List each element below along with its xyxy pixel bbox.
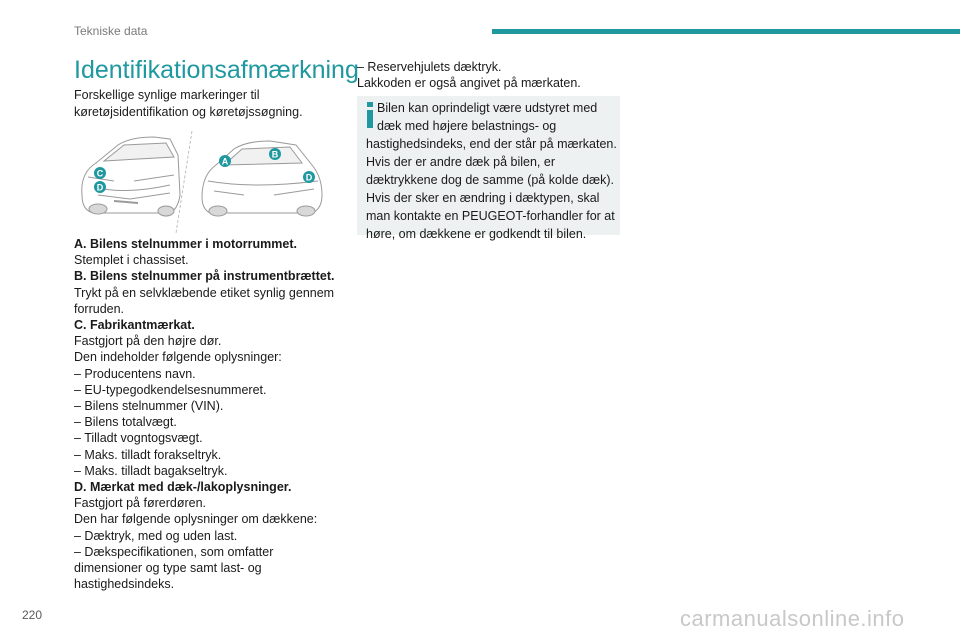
note-line: Hvis der sker en ændring i dæktypen, skal [366, 191, 600, 205]
body-line: Den indeholder følgende oplysninger: [74, 350, 282, 365]
body-line: dimensioner og type samt last- og [74, 561, 262, 576]
note-line: dæktrykkene dog de samme (på kolde dæk). [366, 173, 615, 187]
marker-b [269, 148, 281, 160]
info-note-box [357, 96, 620, 241]
note-line: man kontakte en PEUGEOT-forhandler for at [366, 209, 615, 223]
marker-a [219, 155, 231, 167]
page-title: Identifikationsafmærkning [74, 56, 359, 84]
note-line: høre, om dækkene er godkendt til bilen. [366, 227, 587, 241]
note-line: Hvis der er andre dæk på bilen, er [366, 155, 555, 169]
note-line: dæk med højere belastnings- og [377, 119, 557, 133]
header-accent-bar [492, 29, 960, 34]
intro-paragraph [74, 87, 344, 120]
svg-text:B: B [271, 149, 279, 160]
item-heading-a: A. Bilens stelnummer i motorrummet. [74, 237, 297, 251]
right-column-text [357, 59, 625, 91]
body-line: Stemplet i chassiset. [74, 253, 189, 268]
note-line: hastighedsindeks, end der står på mærkaten. [366, 137, 617, 151]
list-item: – EU-typegodkendelsesnummeret. [74, 382, 267, 397]
body-line: Lakkoden er også angivet på mærkaten. [357, 76, 581, 91]
watermark: carmanualsonline.info [680, 606, 905, 631]
item-heading-b: B. Bilens stelnummer på instrumentbrættet. [74, 269, 335, 284]
illustration-divider [176, 131, 192, 233]
body-line: Fastgjort på førerdøren. [74, 496, 206, 511]
list-item: – Reservehjulets dæktryk. [357, 60, 502, 74]
page-number: 220 [22, 608, 43, 622]
list-item: – Producentens navn. [74, 366, 196, 381]
list-item: – Tilladt vogntogsvægt. [74, 431, 203, 446]
svg-text:D: D [96, 182, 104, 193]
svg-text:A: A [221, 156, 229, 167]
body-line: forruden. [74, 301, 125, 316]
intro-line: Forskellige synlige markeringer til [74, 88, 260, 102]
intro-line: køretøjsidentifikation og køretøjssøgning. [74, 104, 303, 119]
item-heading-c: C. Fabrikantmærkat. [74, 318, 195, 333]
body-line: Den har følgende oplysninger om dækkene: [74, 512, 318, 527]
svg-text:C: C [96, 168, 104, 179]
note-line: Bilen kan oprindeligt være udstyret med [377, 101, 598, 115]
list-item: – Bilens totalvægt. [74, 415, 177, 430]
identification-list [74, 236, 336, 592]
body-line: hastighedsindeks. [74, 577, 175, 592]
svg-text:D: D [305, 172, 313, 183]
body-line: Trykt på en selvklæbende etiket synlig gennem [74, 285, 335, 300]
item-heading-d: D. Mærkat med dæk-/lakoplysninger. [74, 480, 292, 495]
list-item: – Dæktryk, med og uden last. [74, 528, 238, 543]
marker-d-right [303, 171, 315, 183]
info-note-text [366, 99, 616, 243]
list-item: – Maks. tilladt forakseltryk. [74, 447, 222, 462]
list-item: – Bilens stelnummer (VIN). [74, 399, 224, 414]
car-identification-illustration [74, 125, 332, 233]
list-item: – Dækspecifikationen, som omfatter [74, 544, 274, 559]
running-header: Tekniske data [74, 24, 148, 38]
list-item: – Maks. tilladt bagakseltryk. [74, 463, 228, 478]
body-line: Fastgjort på den højre dør. [74, 334, 222, 349]
marker-c [94, 167, 106, 179]
marker-d-left [94, 181, 106, 193]
